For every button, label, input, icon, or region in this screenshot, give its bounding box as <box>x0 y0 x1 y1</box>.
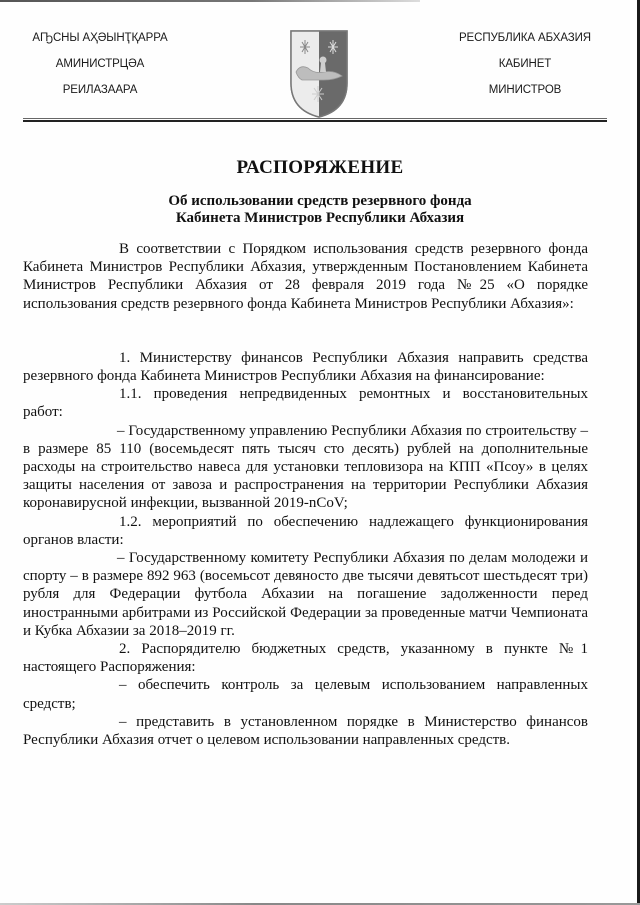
document-body <box>23 240 588 749</box>
header-divider-thin <box>23 118 607 119</box>
header-left-line: РЕИЛАЗААРА <box>62 84 138 96</box>
item-1-1-paragraph: 1.1. проведения непредвиденных ремонтных и восстановительных работ: <box>23 386 588 421</box>
header-right-line: РЕСПУБЛИКА АБХАЗИЯ <box>458 32 592 44</box>
item-2-report-paragraph: – представить в установленном порядке в Министерство финансов Республики Абхазия отчет о целевом использовании направленных средств. <box>23 713 588 749</box>
preamble-paragraph: В соответствии с Порядком использования средств резервного фонда Кабинета Министров Республики Абхазия, утвержденным Постановлением Кабинета Министров Республики Абхазия от 28 февраля 2019 года №25 «О порядке использования средств резервного фонда Кабинета Министров Республики Абхазия»: <box>23 241 588 312</box>
header-russian-block <box>450 31 600 109</box>
header-left-line: АҦСНЫ АҲӘЫНҬҚАРРА <box>32 32 168 44</box>
subtitle-line: Кабинета Министров Республики Абхазия <box>175 210 465 226</box>
item-1-1-recipient-paragraph: – Государственному управлению Республики Абхазия по строительству – в размере 85 110 (восемьдесят пять тысяч сто десять) рублей на дополнительные расходы на строительство навеса для установки тепловизора на КПП «Псоу» в целях защиты населения от завоза и распространения на территории Республики Абхазия коронавирусной инфекции, вызванной 2019-nCoV; <box>23 422 588 512</box>
item-2-paragraph: 2. Распорядителю бюджетных средств, указанному в пункте №1 настоящего Распоряжения: <box>23 641 588 676</box>
item-1-2-recipient-paragraph: – Государственному комитету Республики Абхазия по делам молодежи и спорту – в размере 892 963 (восемьсот девяносто две тысячи девятьсот шестьдесят три) рубля для Федерации футбола Абхазии на погашение задолженности перед иностранными арбитрами из Российской Федерации за проведенные матчи Чемпионата и Кубка Абхазии за 2018–2019 гг. <box>23 550 588 639</box>
scan-top-edge <box>0 0 420 2</box>
header-abkhaz-block <box>25 31 175 109</box>
header-divider-thick <box>23 120 607 122</box>
coat-of-arms-icon <box>288 28 350 120</box>
header-right-line: МИНИСТРОВ <box>488 84 562 96</box>
item-1-2-paragraph: 1.2. мероприятий по обеспечению надлежащего функционирования органов власти: <box>23 513 588 548</box>
item-1-paragraph: 1. Министерству финансов Республики Абхазия направить средства резервного фонда Кабинета Министров Республики Абхазия на финансирование: <box>23 349 588 385</box>
item-2-control-paragraph: – обеспечить контроль за целевым использованием направленных средств; <box>23 677 588 712</box>
document-title: РАСПОРЯЖЕНИЕ <box>236 157 404 178</box>
document-subtitle <box>0 193 640 227</box>
subtitle-line: Об использовании средств резервного фонда <box>168 193 472 209</box>
header-left-line: АМИНИСТРЦӘА <box>55 58 145 70</box>
header-right-line: КАБИНЕТ <box>498 58 552 70</box>
